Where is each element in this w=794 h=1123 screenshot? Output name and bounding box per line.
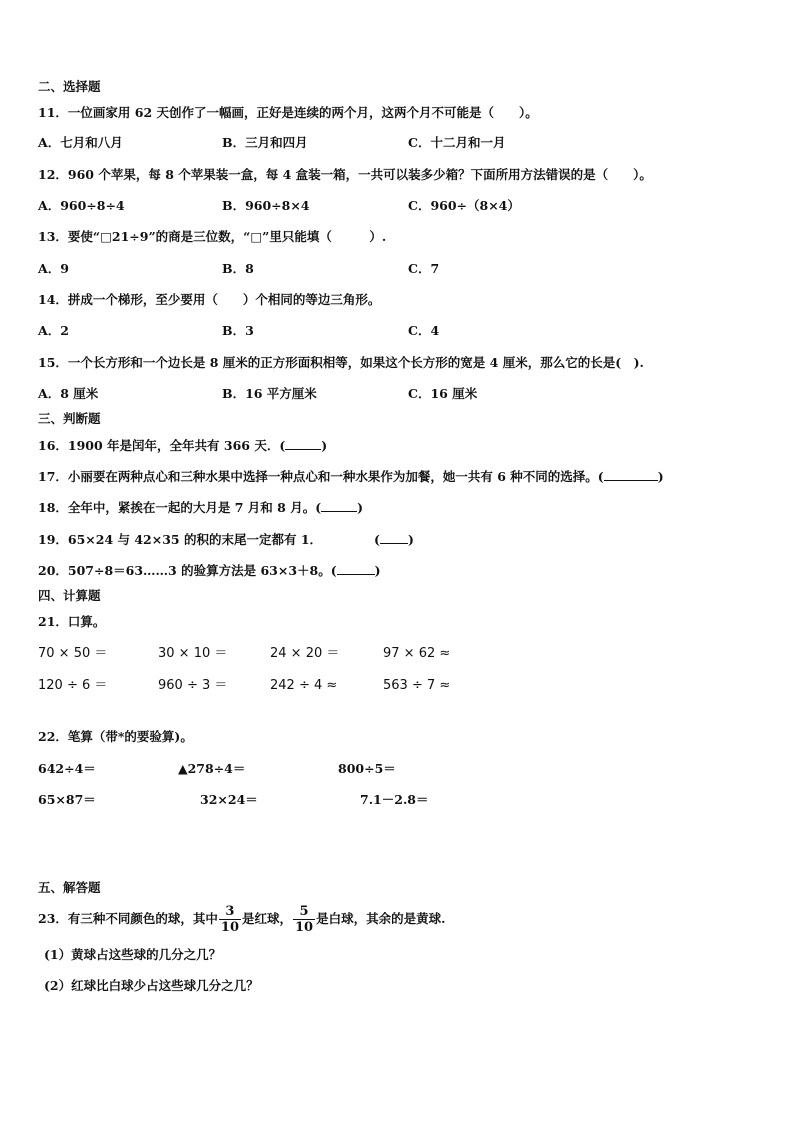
q16-close: ) <box>321 438 328 453</box>
q19-close: ) <box>407 532 414 547</box>
q23-subquestion-2: (2）红球比白球少占这些球几分之几？ <box>44 978 259 993</box>
oral-calc-item: 960 ÷ 3 ＝ <box>158 678 228 693</box>
q18-answer-blank[interactable] <box>321 499 357 512</box>
question-21-title: 21．口算。 <box>38 614 106 629</box>
q17-answer-blank[interactable] <box>604 468 658 481</box>
q14-option-c: C．4 <box>408 323 440 338</box>
q17-text: 17．小丽要在两种点心和三种水果中选择一种点心和一种水果作为加餐，她一共有 6 种不同的选择。( <box>38 469 604 484</box>
question-23 <box>38 900 445 938</box>
oral-calc-item: 97 × 62 ≈ <box>383 646 451 661</box>
oral-calc-item: 30 × 10 ＝ <box>158 646 228 661</box>
q19-answer-blank[interactable] <box>380 531 408 544</box>
q13-option-c: C．7 <box>408 261 440 276</box>
fraction-red-numerator: 3 <box>219 904 241 920</box>
question-18 <box>38 499 363 517</box>
question-19 <box>38 531 414 549</box>
question-16 <box>38 437 327 455</box>
q23-mid: 是红球， <box>242 911 293 926</box>
oral-calc-item: 563 ÷ 7 ≈ <box>383 678 451 693</box>
q11-option-a: A．七月和八月 <box>38 135 123 150</box>
question-12: 12．960 个苹果，每 8 个苹果装一盒，每 4 盒装一箱，一共可以装多少箱？下面所用方法错误的是（ ）。 <box>38 167 652 182</box>
oral-calc-item: 242 ÷ 4 ≈ <box>270 678 338 693</box>
q13-option-a: A．9 <box>38 261 69 276</box>
question-22-title: 22．笔算（带*的要验算)。 <box>38 729 193 744</box>
q11-option-c: C．十二月和一月 <box>408 135 506 150</box>
question-14: 14．拼成一个梯形，至少要用（ ）个相同的等边三角形。 <box>38 292 381 307</box>
q23-subquestion-1: (1）黄球占这些球的几分之几？ <box>44 947 222 962</box>
oral-calc-item: 120 ÷ 6 ＝ <box>38 678 108 693</box>
question-13: 13．要使“□21÷9”的商是三位数，“□”里只能填（ ）. <box>38 229 387 244</box>
oral-calc-item: 24 × 20 ＝ <box>270 646 340 661</box>
q12-option-a: A．960÷8÷4 <box>38 198 125 213</box>
written-calc-item: 642÷4＝ <box>38 761 96 776</box>
written-calc-item: 65×87＝ <box>38 792 96 807</box>
question-11: 11．一位画家用 62 天创作了一幅画，正好是连续的两个月，这两个月不可能是（ ）。 <box>38 105 538 120</box>
q16-text: 16．1900 年是闰年，全年共有 366 天．( <box>38 438 286 453</box>
q11-option-b: B．三月和四月 <box>222 135 308 150</box>
fraction-red <box>219 904 241 935</box>
written-calc-item: ▲278÷4＝ <box>178 761 246 776</box>
q12-option-c: C．960÷（8×4） <box>408 198 520 213</box>
section-title-solve: 五、解答题 <box>38 880 101 895</box>
question-15: 15．一个长方形和一个边长是 8 厘米的正方形面积相等，如果这个长方形的宽是 4 厘米，那么它的长是( ). <box>38 355 644 370</box>
written-calc-item: 32×24＝ <box>200 792 258 807</box>
q20-close: ) <box>374 563 381 578</box>
q13-option-b: B．8 <box>222 261 254 276</box>
q17-close: ) <box>657 469 664 484</box>
q23-prefix: 23．有三种不同颜色的球，其中 <box>38 911 218 926</box>
q20-answer-blank[interactable] <box>337 562 375 575</box>
written-calc-item: 800÷5＝ <box>338 761 396 776</box>
q19-open: ( <box>374 532 380 547</box>
section-title-choice: 二、选择题 <box>38 79 101 94</box>
q14-option-a: A．2 <box>38 323 69 338</box>
fraction-red-denominator: 10 <box>220 920 239 935</box>
q15-option-c: C．16 厘米 <box>408 386 478 401</box>
q15-option-b: B．16 平方厘米 <box>222 386 317 401</box>
q18-text: 18．全年中，紧挨在一起的大月是 7 月和 8 月。( <box>38 500 322 515</box>
section-title-calc: 四、计算题 <box>38 588 101 603</box>
q16-answer-blank[interactable] <box>285 437 321 450</box>
section-title-judge: 三、判断题 <box>38 411 101 426</box>
written-calc-item: 7.1－2.8＝ <box>360 792 429 807</box>
q18-close: ) <box>357 500 364 515</box>
fraction-white-denominator: 10 <box>295 920 314 935</box>
q14-option-b: B．3 <box>222 323 254 338</box>
fraction-white-numerator: 5 <box>293 904 315 920</box>
question-17 <box>38 468 664 486</box>
q12-option-b: B．960÷8×4 <box>222 198 310 213</box>
question-20 <box>38 562 381 580</box>
q20-text: 20．507÷8＝63……3 的验算方法是 63×3＋8。( <box>38 563 337 578</box>
oral-calc-item: 70 × 50 ＝ <box>38 646 108 661</box>
q23-suffix: 是白球，其余的是黄球. <box>316 911 446 926</box>
q19-text: 19．65×24 与 42×35 的积的末尾一定都有 1． <box>38 532 323 547</box>
fraction-white <box>293 904 315 935</box>
q15-option-a: A．8 厘米 <box>38 386 99 401</box>
